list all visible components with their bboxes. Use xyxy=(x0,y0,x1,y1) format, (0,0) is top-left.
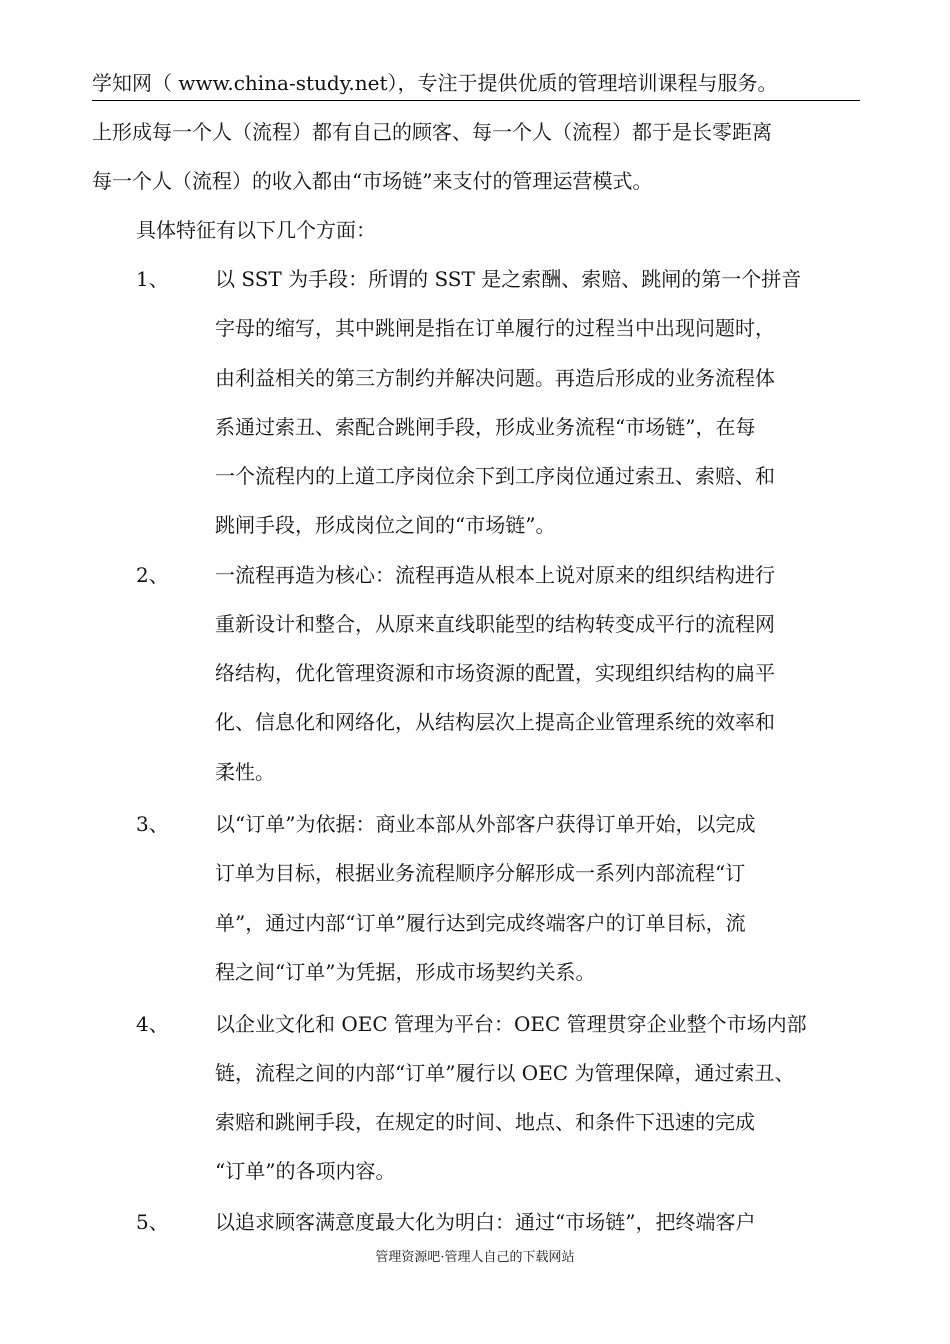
list-item-line: 络结构，优化管理资源和市场资源的配置，实现组织结构的扁平 xyxy=(215,661,775,685)
list-number: 2、 xyxy=(136,563,169,587)
list-item-line: 链，流程之间的内部“订单”履行以 OEC 为管理保障，通过索丑、 xyxy=(215,1061,795,1085)
body-line: 每一个人（流程）的收入都由“市场链”来支付的管理运营模式。 xyxy=(92,169,653,193)
list-item-line: 以企业文化和 OEC 管理为平台：OEC 管理贯穿企业整个市场内部 xyxy=(215,1012,807,1036)
list-item-line: 重新设计和整合，从原来直线职能型的结构转变成平行的流程网 xyxy=(215,612,775,636)
list-item-line: 由利益相关的第三方制约并解决问题。再造后形成的业务流程体 xyxy=(215,366,775,390)
list-number: 3、 xyxy=(136,812,169,836)
list-item-line: 系通过索丑、索配合跳闸手段，形成业务流程“市场链”，在每 xyxy=(215,415,756,439)
page-footer: 管理资源吧·管理人自己的下载网站 xyxy=(375,1250,575,1265)
list-item-line: 字母的缩写，其中跳闸是指在订单履行的过程当中出现问题时， xyxy=(215,316,775,340)
list-number: 4、 xyxy=(136,1012,169,1036)
list-item-line: 订单为目标，根据业务流程顺序分解形成一系列内部流程“订 xyxy=(215,861,746,885)
list-item-line: 以追求顾客满意度最大化为明白：通过“市场链”，把终端客户 xyxy=(215,1210,756,1234)
list-item-line: 以“订单”为依据：商业本部从外部客户获得订单开始，以完成 xyxy=(215,812,756,836)
list-item-line: 化、信息化和网络化，从结构层次上提高企业管理系统的效率和 xyxy=(215,710,775,734)
list-item-line: 跳闸手段，形成岗位之间的“市场链”。 xyxy=(215,513,556,537)
page-header: 学知网（ www.china-study.net），专注于提供优质的管理培训课程与服务。 xyxy=(92,68,860,101)
list-item-line: 单”，通过内部“订单”履行达到完成终端客户的订单目标，流 xyxy=(215,911,746,935)
list-item-line: “订单”的各项内容。 xyxy=(215,1159,396,1183)
body-line: 上形成每一个人（流程）都有自己的顾客、每一个人（流程）都于是长零距离 xyxy=(92,120,772,144)
list-number: 5、 xyxy=(136,1210,169,1234)
list-item-line: 一个流程内的上道工序岗位余下到工序岗位通过索丑、索赔、和 xyxy=(215,464,775,488)
list-item-line: 柔性。 xyxy=(215,760,275,784)
list-item-line: 一流程再造为核心：流程再造从根本上说对原来的组织结构进行 xyxy=(215,563,775,587)
list-item-line: 以 SST 为手段：所谓的 SST 是之索酬、索赔、跳闸的第一个拼音 xyxy=(215,267,802,291)
lead-paragraph: 具体特征有以下几个方面： xyxy=(136,218,376,242)
list-item-line: 程之间“订单”为凭据，形成市场契约关系。 xyxy=(215,960,596,984)
list-number: 1、 xyxy=(136,267,169,291)
list-item-line: 索赔和跳闸手段，在规定的时间、地点、和条件下迅速的完成 xyxy=(215,1110,755,1134)
